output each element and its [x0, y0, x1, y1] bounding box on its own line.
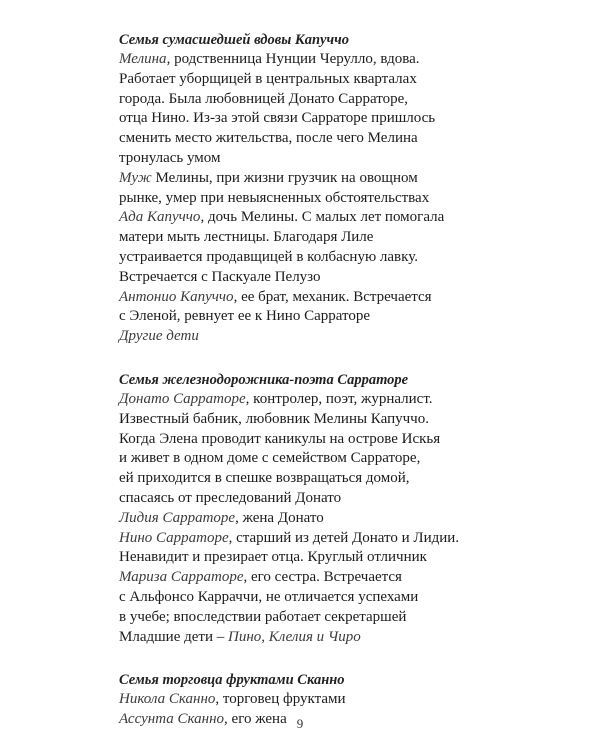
section-heading: Семья железнодорожника-поэта Сарраторе	[119, 371, 409, 388]
text-line	[119, 588, 579, 608]
description-text: , ее брат, механик. Встречается	[233, 288, 432, 305]
character-name: Муж	[119, 169, 152, 186]
text-line	[119, 70, 579, 90]
character-name: Мариза Сарраторе	[119, 569, 244, 586]
text-line	[119, 109, 579, 129]
section-heading: Семья торговца фруктами Сканно	[119, 672, 345, 689]
character-name: Ада Капуччо	[119, 209, 201, 226]
text-line	[119, 268, 579, 288]
text-line	[119, 149, 579, 169]
description-text: тронулась умом	[119, 149, 221, 166]
description-text: Мелины, при жизни грузчик на овощном	[151, 169, 418, 186]
text-line	[119, 568, 579, 588]
description-text: , старший из детей Донато и Лидии.	[228, 529, 460, 546]
text-line	[119, 690, 579, 710]
description-text: ей приходится в спешке возвращаться домой,	[119, 470, 410, 487]
description-text: , дочь Мелины. С малых лет помогала	[200, 209, 445, 226]
description-text: и живет в одном доме с семейством Сарраторе,	[119, 450, 421, 467]
text-line	[119, 307, 579, 327]
description-text: , его сестра. Встречается	[243, 569, 402, 586]
book-page	[119, 30, 579, 753]
description-text: , его жена	[224, 711, 287, 728]
text-line	[119, 288, 579, 308]
page-number: 9	[296, 716, 304, 731]
character-name: Ассунта Сканно	[119, 711, 225, 728]
description-text: Работает уборщицей в центральных кварталах	[119, 70, 417, 87]
character-name: Другие дети	[119, 328, 199, 345]
text-line	[119, 509, 579, 529]
character-name: Донато Сарраторе	[119, 390, 246, 407]
description-text: Ненавидит и презирает отца. Круглый отличник	[119, 549, 427, 566]
section-heading: Семья сумасшедшей вдовы Капуччо	[119, 32, 349, 48]
text-line	[119, 129, 579, 149]
description-text: города. Была любовницей Донато Сарраторе,	[119, 90, 408, 107]
description-text: спасаясь от преследований Донато	[119, 489, 342, 506]
character-name: Никола Сканно	[119, 691, 216, 708]
description-text: , жена Донато	[235, 509, 324, 526]
text-line	[119, 208, 579, 228]
description-text: матери мыть лестницы. Благодаря Лиле	[119, 229, 374, 246]
text-line	[119, 327, 579, 347]
text-line	[119, 430, 579, 450]
description-text: Известный бабник, любовник Мелины Капуччо.	[119, 410, 429, 427]
text-line	[119, 189, 579, 209]
description-text: устраивается продавщицей в колбасную лавку.	[119, 248, 418, 265]
description-text: отца Нино. Из-за этой связи Сарраторе пришлось	[119, 110, 436, 127]
character-name: Нино Сарраторе	[119, 529, 229, 546]
description-text: , торговец фруктами	[215, 691, 346, 708]
text-line	[119, 50, 579, 70]
text-line	[119, 489, 579, 509]
text-line	[119, 228, 579, 248]
character-name: Мелина	[119, 51, 167, 67]
description-text: , контролер, поэт, журналист.	[245, 390, 433, 407]
text-line	[119, 529, 579, 549]
description-text: Встречается с Паскуале Пелузо	[119, 268, 321, 285]
character-section	[119, 370, 579, 647]
text-line	[119, 628, 579, 648]
character-name: Антонио Капуччо	[119, 288, 234, 305]
text-line	[119, 390, 579, 410]
text-line	[119, 169, 579, 189]
text-line	[119, 608, 579, 628]
text-line	[119, 449, 579, 469]
text-line	[119, 548, 579, 568]
character-name: Пино, Клелия и Чиро	[227, 628, 361, 645]
description-text: , родственница Нунции Черулло, вдова.	[166, 51, 420, 67]
text-line	[119, 248, 579, 268]
text-line	[119, 410, 579, 430]
description-text: в учебе; впоследствии работает секретаршей	[119, 608, 407, 625]
text-line	[119, 469, 579, 489]
text-line	[119, 90, 579, 110]
description-text: сменить место жительства, после чего Мелина	[119, 130, 418, 147]
description-text: с Эленой, ревнует ее к Нино Сарраторе	[119, 308, 371, 325]
description-text: Младшие дети –	[119, 628, 228, 645]
description-text: Когда Элена проводит каникулы на острове Искья	[119, 430, 441, 447]
character-section	[119, 30, 579, 347]
character-name: Лидия Сарраторе	[119, 509, 236, 526]
description-text: с Альфонсо Карраччи, не отличается успехами	[119, 588, 419, 605]
description-text: рынке, умер при невыясненных обстоятельствах	[119, 189, 430, 206]
